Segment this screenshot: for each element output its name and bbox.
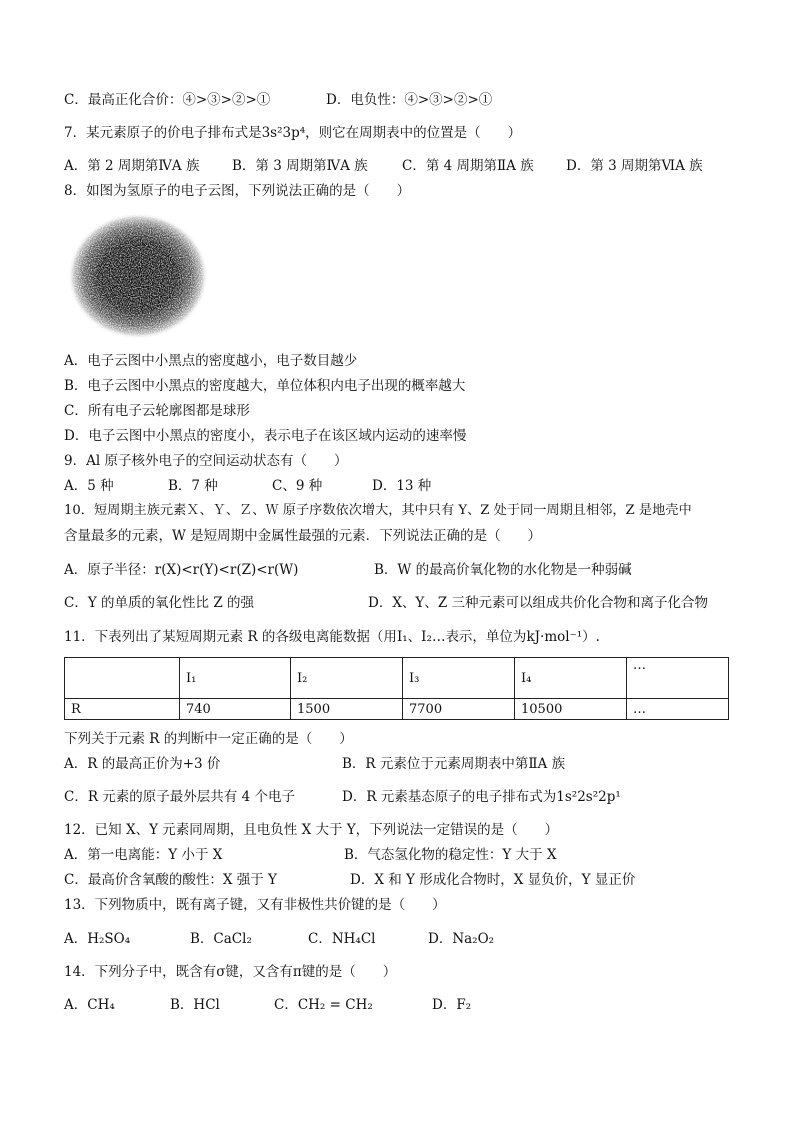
- q11-unit: kJ·mol⁻¹: [526, 629, 583, 645]
- q7-option-b: B．第 3 周期第ⅣA 族: [232, 158, 368, 174]
- q11-stem: 11．下表列出了某短周期元素 R 的各级电离能数据（用I₁、I₂…表示，单位为kJ·mol⁻¹）.: [64, 629, 600, 645]
- q13-stem: 13．下列物质中，既有离子键，又有非极性共价键的是（ ）: [64, 897, 446, 913]
- table-cell: 1500: [291, 699, 403, 720]
- q14-option-b: B．HCl: [170, 997, 220, 1013]
- ionization-energy-table: [64, 657, 729, 720]
- q12-option-b: B．气态氢化物的稳定性：Y 大于 X: [344, 847, 557, 863]
- q14-stem: 14．下列分子中，既含有σ键，又含有π键的是（ ）: [64, 964, 397, 980]
- q10-option-b: B．W 的最高价氧化物的水化物是一种弱碱: [374, 562, 632, 578]
- q8-option-c: C．所有电子云轮廓图都是球形: [64, 403, 250, 419]
- q11-stem-2: 下列关于元素 R 的判断中一定正确的是（ ）: [64, 731, 353, 747]
- q14-option-d: D．F₂: [432, 997, 472, 1013]
- q12-stem: 12．已知 X、Y 元素同周期，且电负性 X 大于 Y，下列说法一定错误的是（ ）: [64, 822, 559, 838]
- q10-option-a: A．原子半径：r(X)<r(Y)<r(Z)<r(W): [64, 562, 299, 578]
- q11-config: 1s²2s²2p¹: [556, 789, 621, 805]
- q10-stem-line1: 10．短周期主族元素Ｘ、Ｙ、Ｚ、Ｗ 原子序数依次增大，其中只有 Y、Z 处于同一周期且相邻，Z 是地壳中: [64, 503, 692, 518]
- table-cell: 7700: [403, 699, 515, 720]
- electron-cloud-image: [66, 212, 210, 340]
- table-header-cell: I₁: [180, 658, 291, 699]
- q12-option-a: A．第一电离能：Y 小于 X: [64, 847, 223, 863]
- q7-config: 3s²3p⁴: [261, 125, 306, 141]
- pi-symbol: π: [292, 964, 302, 980]
- q14-option-a: A．CH₄: [64, 997, 115, 1013]
- q14-option-c: C．CH₂ = CH₂: [274, 997, 373, 1013]
- q13-option-a: A．H₂SO₄: [64, 931, 131, 947]
- q7-option-d: D．第 3 周期第ⅥA 族: [566, 158, 703, 174]
- q7-stem: 7．某元素原子的价电子排布式是3s²3p⁴，则它在周期表中的位置是（ ）: [64, 125, 522, 141]
- q10-stem-line2: 含量最多的元素，W 是短周期中金属性最强的元素．下列说法正确的是（ ）: [64, 528, 542, 544]
- q9-option-b: B．7 种: [168, 478, 218, 494]
- q8-option-b: B．电子云图中小黑点的密度越大，单位体积内电子出现的概率越大: [64, 378, 466, 394]
- q8-option-a: A．电子云图中小黑点的密度越小，电子数目越少: [64, 353, 358, 369]
- q7-option-c: C．第 4 周期第ⅡA 族: [402, 158, 534, 174]
- q12-option-d: D．X 和 Y 形成化合物时，X 显负价，Y 显正价: [350, 872, 636, 888]
- q11-option-b: B．R 元素位于元素周期表中第ⅡA 族: [342, 756, 566, 772]
- q10-radius-formula: r(X)<r(Y)<r(Z)<r(W): [154, 562, 299, 578]
- table-cell: 10500: [515, 699, 627, 720]
- table-header-cell: I₄: [515, 658, 627, 699]
- table-cell: 740: [180, 699, 291, 720]
- q12-option-c: C．最高价含氧酸的酸性：X 强于 Y: [64, 872, 277, 888]
- q8-option-d: D．电子云图中小黑点的密度小，表示电子在该区域内运动的速率慢: [64, 428, 467, 444]
- q7-option-a: A．第 2 周期第ⅣA 族: [64, 158, 200, 174]
- q10-option-c: C．Y 的单质的氧化性比 Z 的强: [64, 595, 254, 611]
- q11-option-c: C．R 元素的原子最外层共有 4 个电子: [64, 789, 295, 805]
- q10-option-d: D．X、Y、Z 三种元素可以组成共价化合物和离子化合物: [368, 595, 709, 611]
- table-cell: R: [65, 699, 180, 720]
- sigma-symbol: σ: [216, 964, 226, 980]
- q13-option-d: D．Na₂O₂: [428, 931, 495, 947]
- table-header-cell: I₃: [403, 658, 515, 699]
- table-header-cell: …: [627, 658, 729, 699]
- q13-option-c: C．NH₄Cl: [308, 931, 376, 947]
- q8-stem: 8．如图为氢原子的电子云图，下列说法正确的是（ ）: [64, 183, 411, 199]
- table-cell: …: [627, 699, 729, 720]
- q6-option-c: C．最高正化合价：④>③>②>①: [64, 92, 271, 108]
- table-header-cell: I₂: [291, 658, 403, 699]
- q6-option-d: D．电负性：④>③>②>①: [326, 92, 493, 108]
- table-row: [65, 699, 729, 720]
- q13-option-b: B．CaCl₂: [190, 931, 252, 947]
- q9-stem: 9．Al 原子核外电子的空间运动状态有（ ）: [64, 453, 348, 469]
- q11-option-a: A．R 的最高正价为+3 价: [64, 756, 221, 772]
- q9-option-d: D．13 种: [372, 478, 432, 494]
- q9-option-a: A．5 种: [64, 478, 114, 494]
- q11-option-d: D．R 元素基态原子的电子排布式为1s²2s²2p¹: [342, 789, 621, 805]
- table-header-cell: [65, 658, 180, 699]
- q9-option-c: C、9 种: [272, 478, 323, 494]
- table-header-row: [65, 658, 729, 699]
